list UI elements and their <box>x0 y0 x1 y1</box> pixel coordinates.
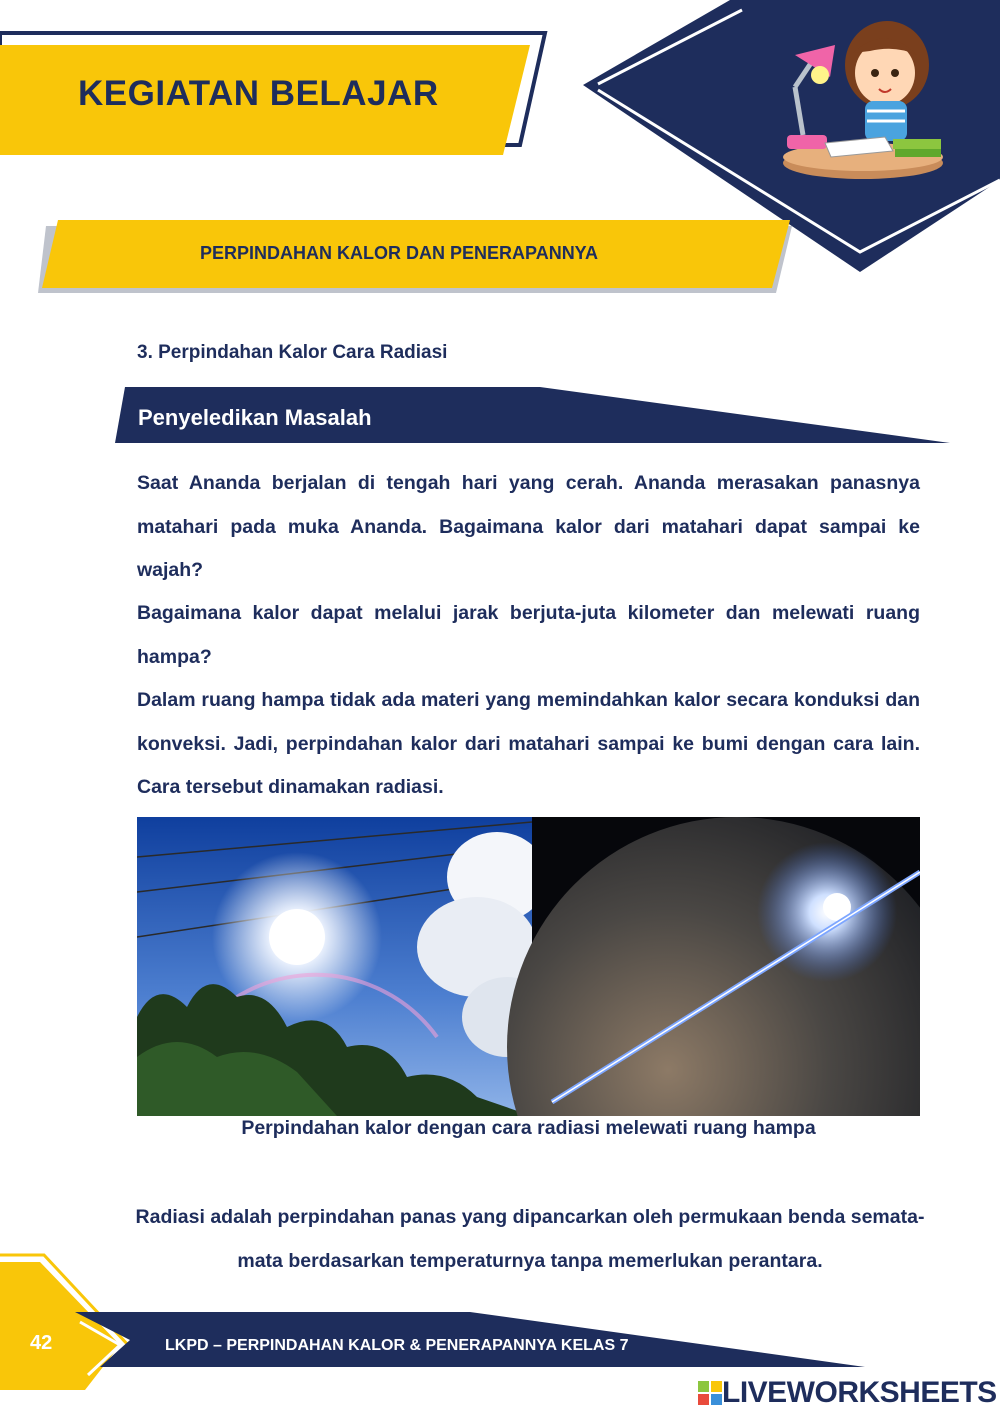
section-heading: 3. Perpindahan Kalor Cara Radiasi <box>137 342 448 363</box>
page-title: KEGIATAN BELAJAR <box>78 74 439 113</box>
paragraph-2: Bagaimana kalor dapat melalui jarak berjuta-juta kilometer dan melewati ruang hampa? <box>137 602 920 668</box>
figure-caption: Perpindahan kalor dengan cara radiasi melewati ruang hampa <box>241 1117 816 1139</box>
sky-sun-photo <box>137 817 552 1116</box>
paragraph-1: Saat Ananda berjalan di tengah hari yang cerah. Ananda merasakan panasnya matahari pada muka Ananda. Bagaimana kalor dari matahari dapat sampai ke wajah? <box>137 472 920 581</box>
paragraph-3: Dalam ruang hampa tidak ada materi yang memindahkan kalor secara konduksi dan konveksi. Jadi, perpindahan kalor dari matahari sampai ke bumi dengan cara lain. Cara tersebut dinamakan radiasi. <box>137 689 920 798</box>
girl-studying-illustration <box>775 15 955 185</box>
footer-text: LKPD – PERPINDAHAN KALOR & PENERAPANNYA KELAS 7 <box>165 1337 629 1354</box>
liveworksheets-icon <box>698 1381 722 1405</box>
radiation-figure <box>137 817 920 1116</box>
page-number: 42 <box>30 1332 53 1354</box>
brand-name: LIVEWORKSHEETS <box>722 1376 997 1409</box>
topic-banner-title: PERPINDAHAN KALOR DAN PENERAPANNYA <box>200 243 599 263</box>
earth-space-photo <box>507 817 920 1116</box>
liveworksheets-logo[interactable] <box>698 1376 997 1410</box>
section-band-title: Penyeledikan Masalah <box>138 405 372 430</box>
radiation-definition: Radiasi adalah perpindahan panas yang dipancarkan oleh permukaan benda semata-mata berdasarkan temperaturnya tanpa memerlukan perantara. <box>135 1206 925 1272</box>
